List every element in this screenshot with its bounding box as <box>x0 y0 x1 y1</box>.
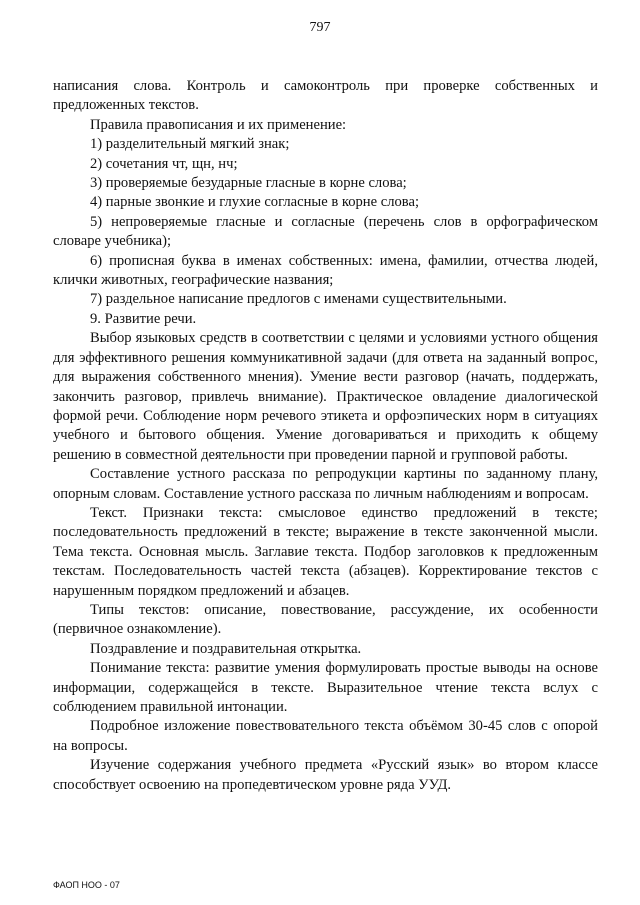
paragraph: Подробное изложение повествовательного текста объёмом 30-45 слов с опорой на вопросы. <box>53 718 598 754</box>
paragraph: Типы текстов: описание, повествование, рассуждение, их особенности (первичное ознакомление). <box>53 601 598 638</box>
body-text <box>53 77 598 795</box>
paragraph: 4) парные звонкие и глухие согласные в корне слова; <box>90 194 420 211</box>
paragraph: 7) раздельное написание предлогов с именами существительными. <box>90 291 507 308</box>
paragraph: Текст. Признаки текста: смысловое единство предложений в тексте; последовательность предложений в тексте; выражение в тексте законченной мысли. Тема текста. Основная мысль. Заглавие текста. Подбор заголовков к предложенным текстам. Последовательность частей текста (абзацев). Корректирование текстов с нарушенным порядком предложений и абзацев. <box>53 504 598 599</box>
footer-stamp: ФАОП НОО - 07 <box>53 880 120 890</box>
paragraph: Выбор языковых средств в соответствии с целями и условиями устного общения для эффективного решения коммуникативной задачи (для ответа на заданный вопрос, для выражения собственного мнения). Умение вести разговор (начать, поддержать, закончить разговор, привлечь внимание). Практическое овладение диалогической формой речи. Соблюдение норм речевого этикета и орфоэпических норм в ситуациях учебного и бытового общения. Умение договариваться и приходить к общему решению в совместной деятельности при проведении парной и групповой работы. <box>53 330 598 463</box>
paragraph: Составление устного рассказа по репродукции картины по заданному плану, опорным словам. Составление устного рассказа по личным наблюдениям и вопросам. <box>53 466 598 502</box>
page-number: 797 <box>309 20 331 35</box>
paragraph: 2) сочетания чт, щн, нч; <box>90 155 238 172</box>
paragraph: 9. Развитие речи. <box>90 310 197 327</box>
paragraph: 5) непроверяемые гласные и согласные (перечень слов в орфографическом словаре учебника); <box>53 213 598 250</box>
paragraph: Правила правописания и их применение: <box>90 116 347 133</box>
paragraph: написания слова. Контроль и самоконтроль при проверке собственных и предложенных текстов. <box>53 78 598 114</box>
paragraph: 6) прописная буква в именах собственных: имена, фамилии, отчества людей, клички животных, географические названия; <box>53 252 598 289</box>
paragraph: Поздравление и поздравительная открытка. <box>90 640 362 657</box>
paragraph: Изучение содержания учебного предмета «Русский язык» во втором классе способствует освоению на пропедевтическом уровне ряда УУД. <box>53 757 598 793</box>
paragraph: 3) проверяемые безударные гласные в корне слова; <box>90 175 407 192</box>
paragraph: 1) разделительный мягкий знак; <box>90 136 290 153</box>
paragraph: Понимание текста: развитие умения формулировать простые выводы на основе информации, содержащейся в тексте. Выразительное чтение текста вслух с соблюдением правильной интонации. <box>53 660 598 715</box>
